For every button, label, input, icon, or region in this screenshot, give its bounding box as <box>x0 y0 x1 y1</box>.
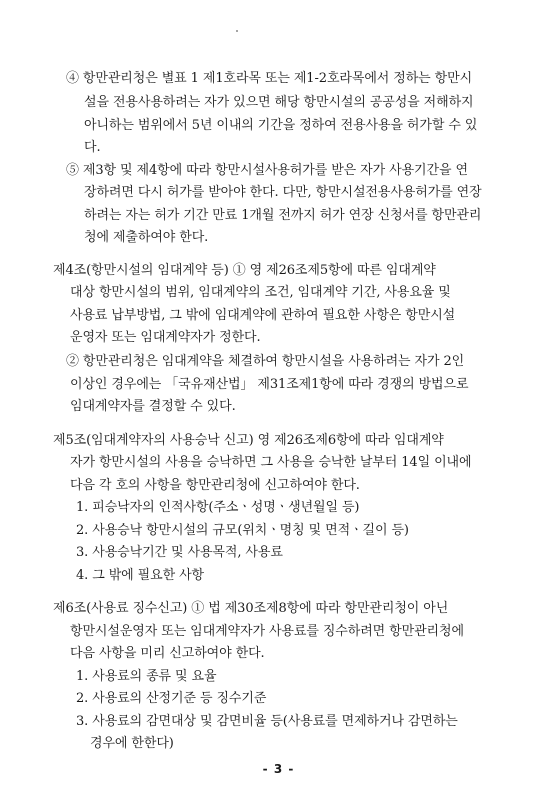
list-item-continuation: 경우에 한한다) <box>90 736 174 751</box>
list-item: 1. 사용료의 종류 및 요율 <box>76 668 217 684</box>
text-line: ② 항만관리청은 임대계약을 체결하여 항만시설을 사용하려는 자가 2인 <box>66 354 465 370</box>
text-line: 자가 항만시설의 사용을 승낙하면 그 사용을 승낙한 날부터 14일 이내에 <box>70 455 472 471</box>
article-5-heading: 제5조(임대계약자의 사용승낙 신고) 영 제26조제6항에 따라 임대계약 <box>53 432 444 448</box>
text-line: 다음 사항을 미리 신고하여야 한다. <box>70 646 265 662</box>
list-item: 3. 사용료의 감면대상 및 감면비율 등(사용료를 면제하거나 감면하는 <box>76 713 458 729</box>
text-line: ⑤ 제3항 및 제4항에 따라 항만시설사용허가를 받은 자가 사용기간을 연 <box>66 162 468 178</box>
list-item: 2. 사용료의 산정기준 등 징수기준 <box>76 691 267 707</box>
text-line: 다. <box>84 140 101 156</box>
text-line: 임대계약자를 결정할 수 있다. <box>70 399 236 415</box>
text-line: 아니하는 범위에서 5년 이내의 기간을 정하여 전용사용을 허가할 수 있 <box>84 117 478 133</box>
scan-speck <box>236 30 238 32</box>
text-line: 다음 각 호의 사항을 항만관리청에 신고하여야 한다. <box>70 477 360 493</box>
text-line: 항만시설운영자 또는 임대계약자가 사용료를 징수하려면 항만관리청에 <box>70 623 464 639</box>
article-6-heading: 제6조(사용료 징수신고) ① 법 제30조제8항에 따라 항만관리청이 아닌 <box>53 601 449 617</box>
list-item: 2. 사용승낙 항만시설의 규모(위치ㆍ명칭 및 면적ㆍ길이 등) <box>76 522 409 538</box>
text-line: 장하려면 다시 허가를 받아야 한다. 다만, 항만시설전용사용허가를 연장 <box>84 185 482 201</box>
text-line: 대상 항만시설의 범위, 임대계약의 조건, 임대계약 기간, 사용요율 및 <box>70 285 451 301</box>
text-line: 운영자 또는 임대계약자가 정한다. <box>70 330 261 346</box>
article-4-heading: 제4조(항만시설의 임대계약 등) ① 영 제26조제5항에 따른 임대계약 <box>53 262 436 278</box>
text-line: 설을 전용사용하려는 자가 있으면 해당 항만시설의 공공성을 저해하지 <box>84 95 474 111</box>
text-line: 사용료 납부방법, 그 밖에 임대계약에 관하여 필요한 사항은 항만시설 <box>70 307 456 323</box>
text-line: 이상인 경우에는 「국유재산법」 제31조제1항에 따라 경쟁의 방법으로 <box>70 376 469 392</box>
page-number: - 3 - <box>262 762 295 776</box>
text-line: 하려는 자는 허가 기간 만료 1개월 전까지 허가 연장 신청서를 항만관리 <box>84 207 482 223</box>
list-item: 1. 피승낙자의 인적사항(주소ㆍ성명ㆍ생년월일 등) <box>76 500 360 516</box>
text-line: 청에 제출하여야 한다. <box>84 230 209 245</box>
list-item: 3. 사용승낙기간 및 사용목적, 사용료 <box>76 545 283 561</box>
list-item: 4. 그 밖에 필요한 사항 <box>76 567 204 583</box>
text-line: ④ 항만관리청은 별표 1 제1호라목 또는 제1-2호라목에서 정하는 항만시 <box>66 71 473 86</box>
